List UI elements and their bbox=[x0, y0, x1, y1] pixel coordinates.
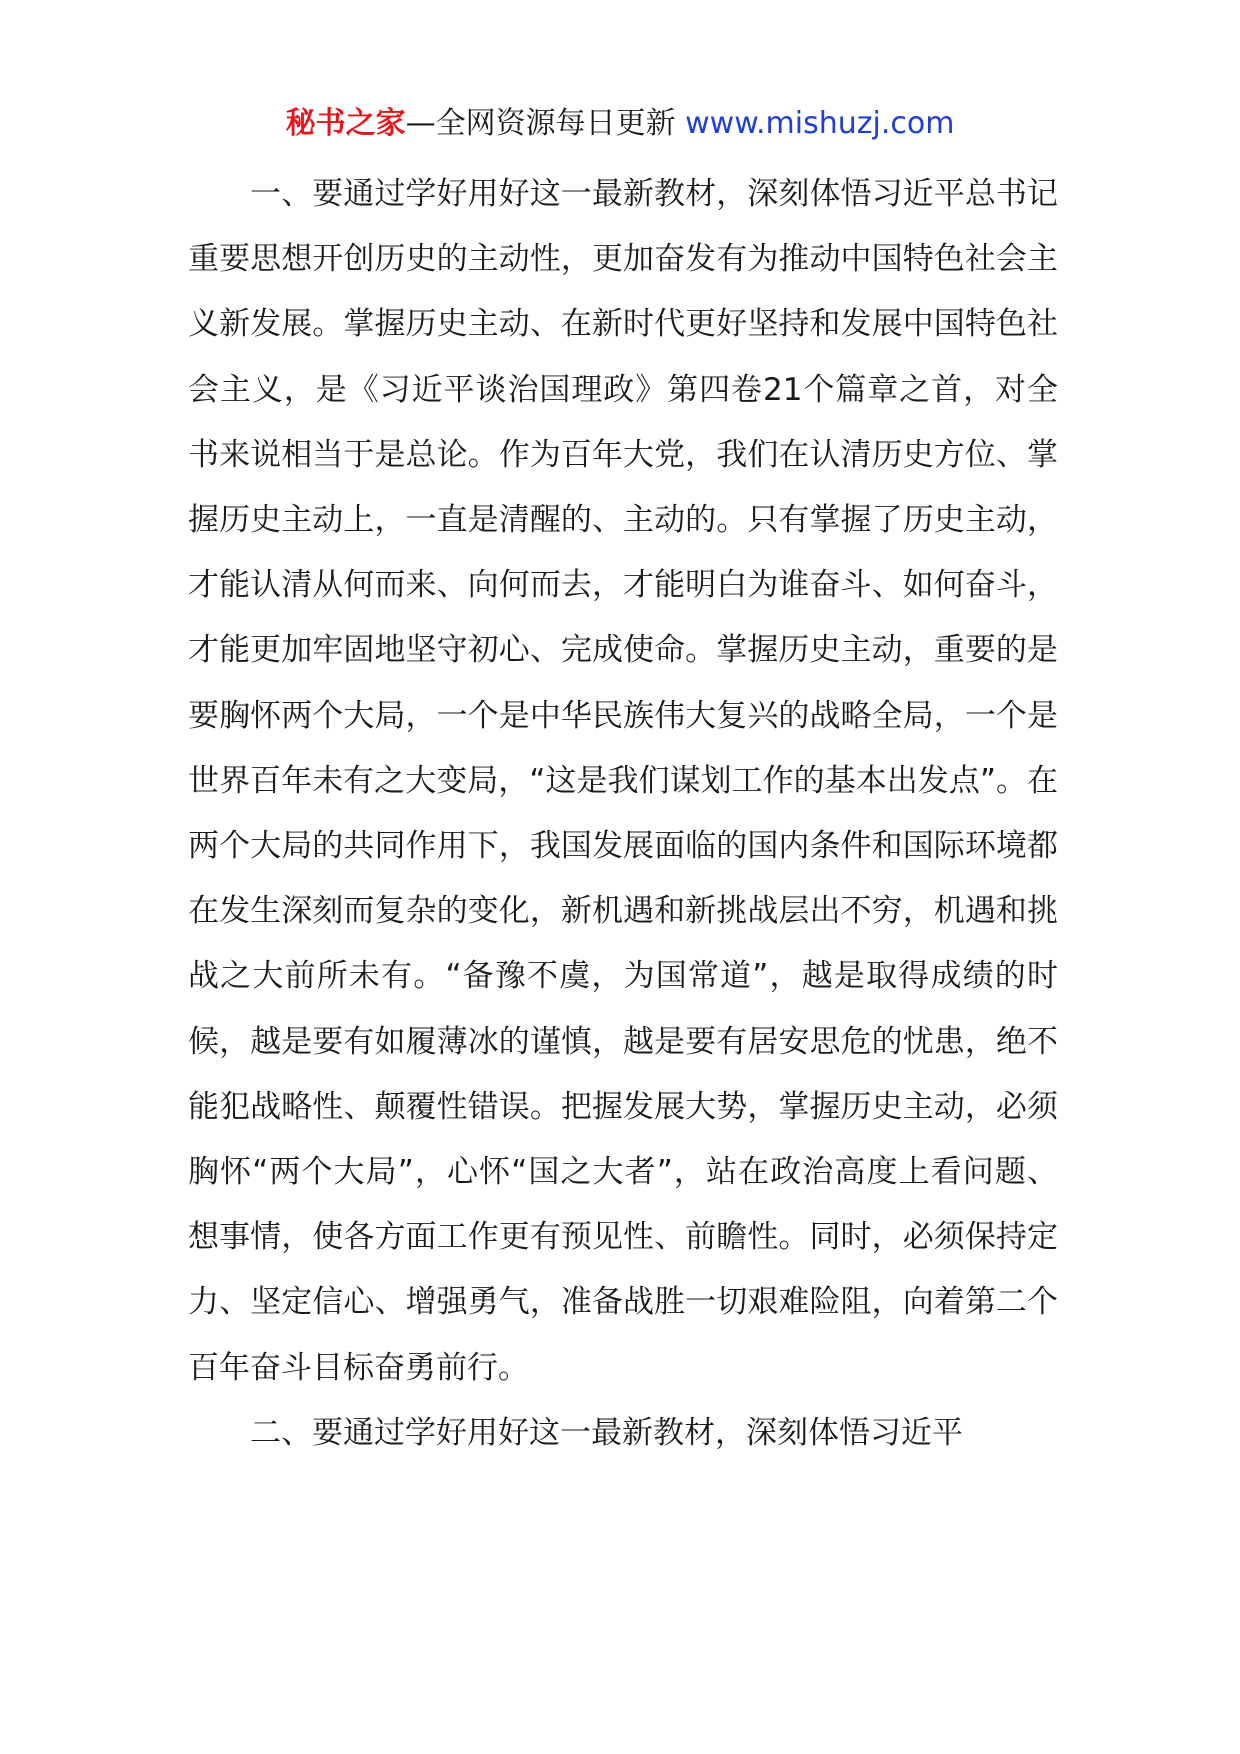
brand-name: 秘书之家 bbox=[285, 106, 406, 141]
document-body bbox=[188, 162, 1058, 1466]
paragraph-2: 二、要通过学好用好这一最新教材，深刻体悟习近平 bbox=[250, 1414, 963, 1451]
header-tagline: —全网资源每日更新 bbox=[405, 106, 686, 141]
page-header bbox=[0, 104, 1240, 144]
paragraph-1: 一、要通过学好用好这一最新教材，深刻体悟习近平总书记重要思想开创历史的主动性，更加奋发有为推动中国特色社会主义新发展。掌握历史主动、在新时代更好坚持和发展中国特色社会主义，是《习近平谈治国理政》第四卷21个篇章之首，对全书来说相当于是总论。作为百年大党，我们在认清历史方位、掌握历史主动上，一直是清醒的、主动的。只有掌握了历史主动，才能认清从何而来、向何而去，才能明白为谁奋斗、如何奋斗，才能更加牢固地坚守初心、完成使命。掌握历史主动，重要的是要胸怀两个大局，一个是中华民族伟大复兴的战略全局，一个是世界百年未有之大变局，“这是我们谋划工作的基本出发点”。在两个大局的共同作用下，我国发展面临的国内条件和国际环境都在发生深刻而复杂的变化，新机遇和新挑战层出不穷，机遇和挑战之大前所未有。“备豫不虞，为国常道”，越是取得成绩的时候，越是要有如履薄冰的谨慎，越是要有居安思危的忧患，绝不能犯战略性、颠覆性错误。把握发展大势，掌握历史主动，必须胸怀“两个大局”，心怀“国之大者”，站在政治高度上看问题、想事情，使各方面工作更有预见性、前瞻性。同时，必须保持定力、坚定信心、增强勇气，准备战胜一切艰难险阻，向着第二个百年奋斗目标奋勇前行。 bbox=[188, 176, 1058, 1386]
website-url[interactable]: www.mishuzj.com bbox=[685, 106, 955, 141]
